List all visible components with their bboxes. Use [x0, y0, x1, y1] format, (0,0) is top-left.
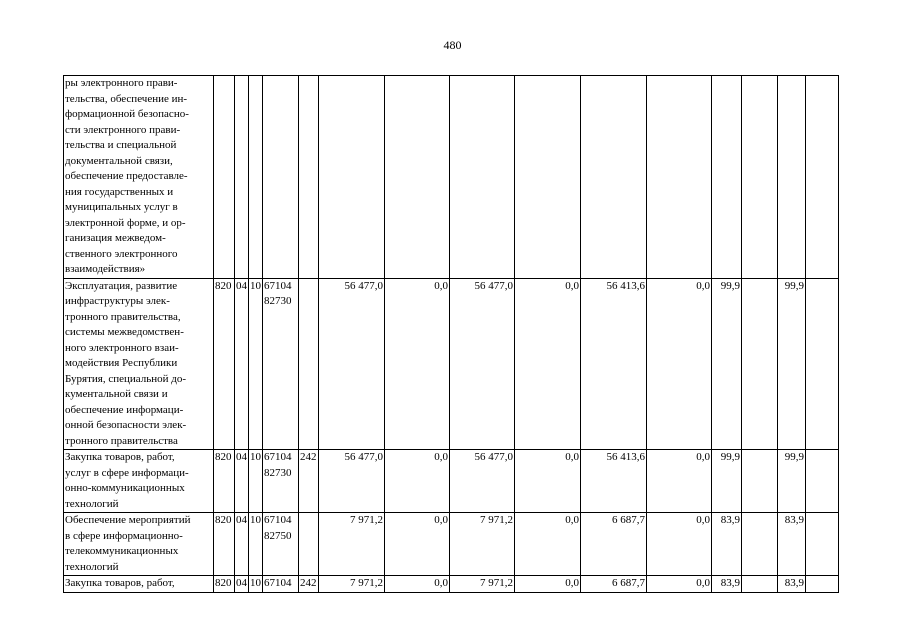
subsection-code-cell [249, 76, 263, 279]
table-row [64, 278, 839, 450]
amount-cell-v3: 7 971,2 [450, 513, 515, 576]
target-article-cell: 67104 [263, 576, 299, 593]
page-number: 480 [443, 38, 462, 52]
amount-cell-v2: 0,0 [385, 450, 450, 513]
amount-cell-v1: 7 971,2 [319, 576, 385, 593]
table-row [64, 513, 839, 576]
section-code-cell: 04 [235, 450, 249, 513]
section-code-cell: 04 [235, 513, 249, 576]
subsection-code-cell: 10 [249, 278, 263, 450]
amount-cell-v5: 56 413,6 [581, 450, 647, 513]
expense-type-cell [299, 76, 319, 279]
amount-cell-v7 [712, 76, 742, 279]
amount-cell-v9: 99,9 [778, 278, 806, 450]
row-description-cell: Закупка товаров, работ, [64, 576, 214, 593]
amount-cell-v8 [742, 450, 778, 513]
amount-cell-v8 [742, 278, 778, 450]
amount-cell-v7: 99,9 [712, 450, 742, 513]
expense-type-cell: 242 [299, 576, 319, 593]
amount-cell-v5 [581, 76, 647, 279]
amount-cell-v9 [778, 76, 806, 279]
amount-cell-v3: 56 477,0 [450, 278, 515, 450]
ministry-code-cell: 820 [214, 513, 235, 576]
target-article-cell: 67104 82730 [263, 450, 299, 513]
amount-cell-v6 [647, 76, 712, 279]
amount-cell-v9: 83,9 [778, 576, 806, 593]
empty-cell [806, 576, 839, 593]
amount-cell-v3 [450, 76, 515, 279]
ministry-code-cell [214, 76, 235, 279]
amount-cell-v1: 56 477,0 [319, 278, 385, 450]
amount-cell-v8 [742, 76, 778, 279]
ministry-code-cell: 820 [214, 450, 235, 513]
amount-cell-v4: 0,0 [515, 450, 581, 513]
target-article-cell: 67104 82750 [263, 513, 299, 576]
table-row [64, 450, 839, 513]
empty-cell [806, 513, 839, 576]
amount-cell-v1: 56 477,0 [319, 450, 385, 513]
amount-cell-v7: 83,9 [712, 513, 742, 576]
section-code-cell: 04 [235, 278, 249, 450]
amount-cell-v2: 0,0 [385, 576, 450, 593]
amount-cell-v5: 6 687,7 [581, 513, 647, 576]
row-description-cell: Эксплуатация, развитие инфраструктуры элек- тронного правительства, системы межведомствен- ного электронного взаи- модействия Республики Бурятия, специальной до- кументальной связи и обеспечение информаци- онной безопасности элек- тронного правительства [64, 278, 214, 450]
subsection-code-cell: 10 [249, 576, 263, 593]
amount-cell-v9: 99,9 [778, 450, 806, 513]
amount-cell-v6: 0,0 [647, 278, 712, 450]
target-article-cell [263, 76, 299, 279]
row-description-cell: Закупка товаров, работ, услуг в сфере информаци- онно-коммуникационных технологий [64, 450, 214, 513]
ministry-code-cell: 820 [214, 576, 235, 593]
table-row [64, 576, 839, 593]
expense-type-cell: 242 [299, 450, 319, 513]
amount-cell-v4: 0,0 [515, 576, 581, 593]
amount-cell-v5: 56 413,6 [581, 278, 647, 450]
amount-cell-v4: 0,0 [515, 278, 581, 450]
amount-cell-v2 [385, 76, 450, 279]
amount-cell-v9: 83,9 [778, 513, 806, 576]
empty-cell [806, 450, 839, 513]
empty-cell [806, 278, 839, 450]
amount-cell-v4: 0,0 [515, 513, 581, 576]
target-article-cell: 67104 82730 [263, 278, 299, 450]
amount-cell-v4 [515, 76, 581, 279]
amount-cell-v8 [742, 576, 778, 593]
amount-cell-v8 [742, 513, 778, 576]
amount-cell-v3: 7 971,2 [450, 576, 515, 593]
subsection-code-cell: 10 [249, 450, 263, 513]
row-description-cell: Обеспечение мероприятий в сфере информационно- телекоммуникационных технологий [64, 513, 214, 576]
amount-cell-v6: 0,0 [647, 576, 712, 593]
amount-cell-v2: 0,0 [385, 278, 450, 450]
ministry-code-cell: 820 [214, 278, 235, 450]
expense-type-cell [299, 513, 319, 576]
amount-cell-v2: 0,0 [385, 513, 450, 576]
subsection-code-cell: 10 [249, 513, 263, 576]
empty-cell [806, 76, 839, 279]
amount-cell-v3: 56 477,0 [450, 450, 515, 513]
row-description-cell: ры электронного прави- тельства, обеспечение ин- формационной безопасно- сти электронного прави- тельства и специальной документальной связи, обеспечение предоставле- ния государственных и муниципальных услуг в электронной форме, и ор- ганизация межведом- ственного электронного взаимодействия» [64, 76, 214, 279]
amount-cell-v7: 99,9 [712, 278, 742, 450]
section-code-cell: 04 [235, 576, 249, 593]
amount-cell-v1: 7 971,2 [319, 513, 385, 576]
amount-cell-v1 [319, 76, 385, 279]
section-code-cell [235, 76, 249, 279]
amount-cell-v6: 0,0 [647, 513, 712, 576]
budget-table [63, 75, 839, 593]
amount-cell-v7: 83,9 [712, 576, 742, 593]
table-row [64, 76, 839, 279]
expense-type-cell [299, 278, 319, 450]
amount-cell-v5: 6 687,7 [581, 576, 647, 593]
amount-cell-v6: 0,0 [647, 450, 712, 513]
